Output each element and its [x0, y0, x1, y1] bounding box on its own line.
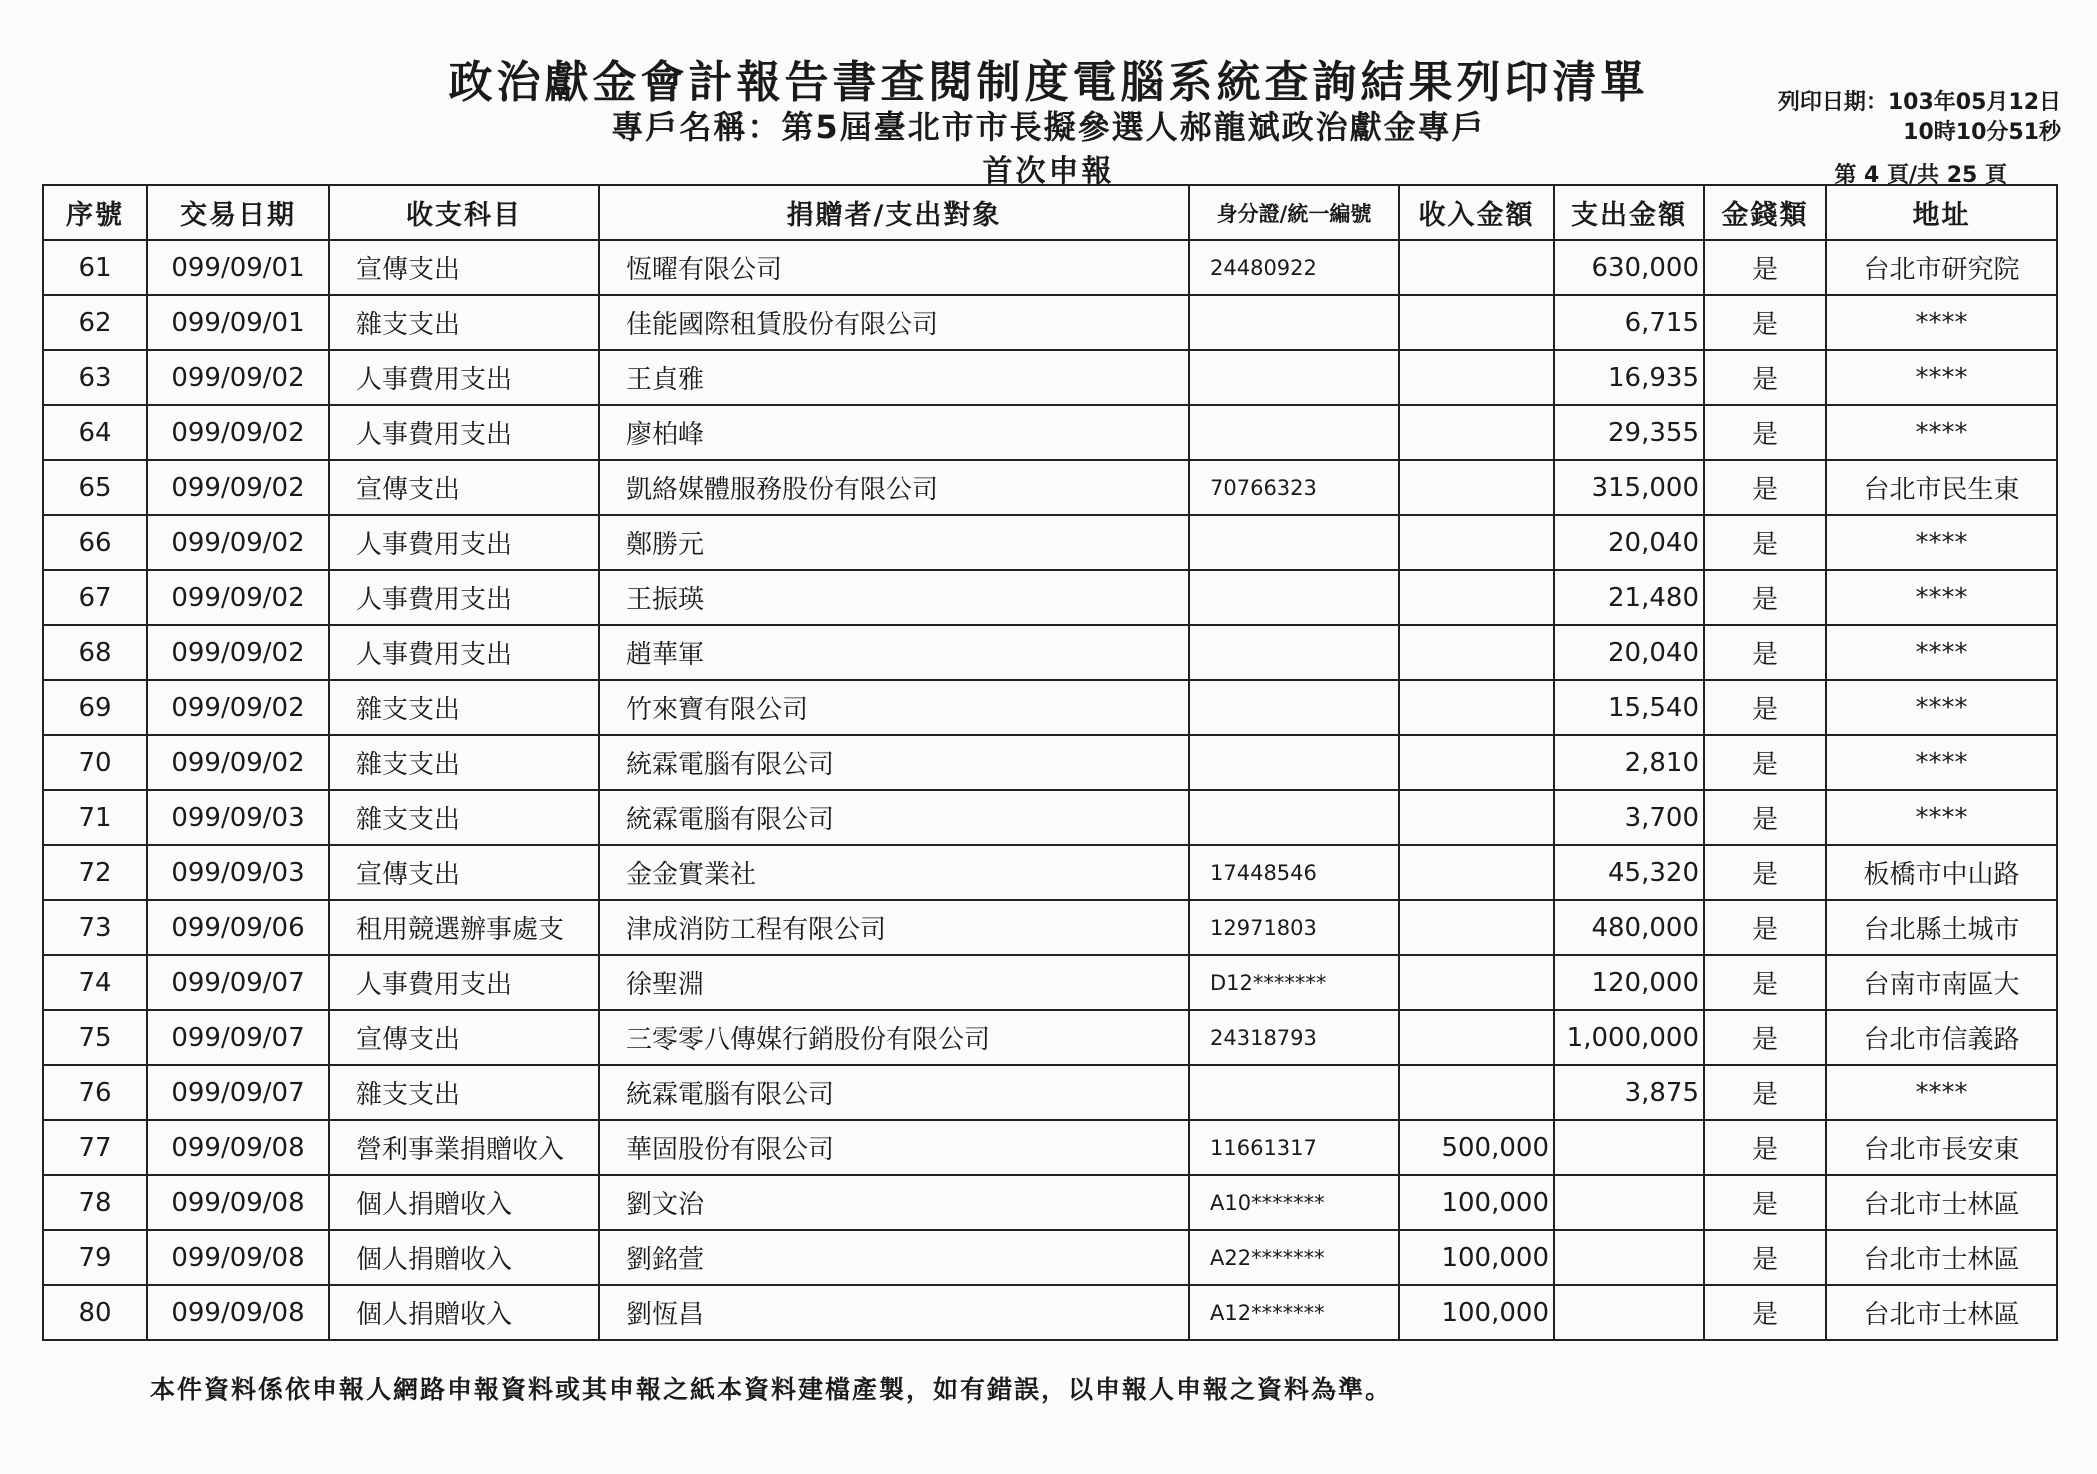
cell-expense: 45,320 — [1554, 845, 1704, 900]
cell-address: 台北市士林區 — [1826, 1285, 2057, 1340]
table-row — [43, 1285, 2057, 1340]
table-row — [43, 955, 2057, 1010]
cell-cash: 是 — [1704, 570, 1826, 625]
table-row — [43, 1065, 2057, 1120]
cell-no: 78 — [43, 1175, 147, 1230]
cell-cash: 是 — [1704, 625, 1826, 680]
cell-cash: 是 — [1704, 240, 1826, 295]
cell-address: **** — [1826, 295, 2057, 350]
cell-category: 雜支支出 — [329, 680, 599, 735]
cell-cash: 是 — [1704, 1230, 1826, 1285]
cell-income — [1399, 1010, 1554, 1065]
cell-id — [1189, 405, 1399, 460]
cell-income: 100,000 — [1399, 1285, 1554, 1340]
cell-party: 統霖電腦有限公司 — [599, 735, 1189, 790]
cell-expense — [1554, 1175, 1704, 1230]
footer-note: 本件資料係依申報人網路申報資料或其申報之紙本資料建檔產製，如有錯誤，以申報人申報之資料為準。 — [150, 1375, 1393, 1404]
col-header-id: 身分證/統一編號 — [1189, 185, 1399, 240]
cell-income — [1399, 680, 1554, 735]
cell-address: 台北縣土城市 — [1826, 900, 2057, 955]
cell-id: 17448546 — [1189, 845, 1399, 900]
account-name: 專戶名稱：第5屆臺北市市長擬參選人郝龍斌政治獻金專戶 — [611, 108, 1486, 146]
report-type: 首次申報 — [982, 154, 1115, 189]
cell-income — [1399, 625, 1554, 680]
cell-address: 台南市南區大 — [1826, 955, 2057, 1010]
cell-no: 61 — [43, 240, 147, 295]
cell-address: **** — [1826, 790, 2057, 845]
cell-expense: 3,875 — [1554, 1065, 1704, 1120]
cell-cash: 是 — [1704, 1175, 1826, 1230]
cell-address: **** — [1826, 625, 2057, 680]
cell-no: 75 — [43, 1010, 147, 1065]
table-row — [43, 1175, 2057, 1230]
cell-no: 65 — [43, 460, 147, 515]
cell-income — [1399, 515, 1554, 570]
cell-cash: 是 — [1704, 845, 1826, 900]
cell-no: 72 — [43, 845, 147, 900]
cell-cash: 是 — [1704, 350, 1826, 405]
cell-party: 統霖電腦有限公司 — [599, 1065, 1189, 1120]
cell-category: 人事費用支出 — [329, 405, 599, 460]
cell-no: 70 — [43, 735, 147, 790]
col-header-expense: 支出金額 — [1554, 185, 1704, 240]
cell-date: 099/09/02 — [147, 460, 329, 515]
cell-party: 凱絡媒體服務股份有限公司 — [599, 460, 1189, 515]
cell-id: 70766323 — [1189, 460, 1399, 515]
cell-date: 099/09/03 — [147, 845, 329, 900]
cell-expense: 20,040 — [1554, 625, 1704, 680]
cell-id — [1189, 350, 1399, 405]
cell-date: 099/09/02 — [147, 515, 329, 570]
cell-cash: 是 — [1704, 1065, 1826, 1120]
cell-expense: 6,715 — [1554, 295, 1704, 350]
cell-category: 營利事業捐贈收入 — [329, 1120, 599, 1175]
ledger-body — [43, 240, 2057, 1340]
cell-income — [1399, 955, 1554, 1010]
cell-category: 人事費用支出 — [329, 625, 599, 680]
cell-income: 500,000 — [1399, 1120, 1554, 1175]
cell-expense: 630,000 — [1554, 240, 1704, 295]
cell-category: 宣傳支出 — [329, 240, 599, 295]
cell-id: A10******* — [1189, 1175, 1399, 1230]
cell-no: 67 — [43, 570, 147, 625]
print-info — [1778, 88, 2061, 148]
cell-cash: 是 — [1704, 405, 1826, 460]
cell-cash: 是 — [1704, 735, 1826, 790]
cell-cash: 是 — [1704, 900, 1826, 955]
cell-date: 099/09/03 — [147, 790, 329, 845]
cell-id — [1189, 790, 1399, 845]
cell-address: 台北市士林區 — [1826, 1175, 2057, 1230]
cell-expense — [1554, 1285, 1704, 1340]
table-row — [43, 900, 2057, 955]
col-header-no: 序號 — [43, 185, 147, 240]
cell-id — [1189, 295, 1399, 350]
cell-id: A22******* — [1189, 1230, 1399, 1285]
col-header-category: 收支科目 — [329, 185, 599, 240]
cell-expense — [1554, 1230, 1704, 1285]
cell-cash: 是 — [1704, 515, 1826, 570]
cell-id — [1189, 735, 1399, 790]
cell-category: 租用競選辦事處支 — [329, 900, 599, 955]
cell-category: 宣傳支出 — [329, 1010, 599, 1065]
table-row — [43, 625, 2057, 680]
page-info: 第 4 頁/共 25 頁 — [1834, 163, 2007, 188]
cell-no: 66 — [43, 515, 147, 570]
ledger-table — [42, 184, 2058, 1341]
cell-cash: 是 — [1704, 460, 1826, 515]
cell-category: 雜支支出 — [329, 295, 599, 350]
cell-party: 津成消防工程有限公司 — [599, 900, 1189, 955]
cell-cash: 是 — [1704, 1010, 1826, 1065]
table-row — [43, 295, 2057, 350]
cell-date: 099/09/02 — [147, 680, 329, 735]
cell-no: 79 — [43, 1230, 147, 1285]
cell-id: 24318793 — [1189, 1010, 1399, 1065]
cell-party: 佳能國際租賃股份有限公司 — [599, 295, 1189, 350]
cell-id: 24480922 — [1189, 240, 1399, 295]
cell-id: 12971803 — [1189, 900, 1399, 955]
cell-income — [1399, 570, 1554, 625]
cell-party: 三零零八傳媒行銷股份有限公司 — [599, 1010, 1189, 1065]
cell-income — [1399, 405, 1554, 460]
cell-category: 雜支支出 — [329, 790, 599, 845]
cell-no: 64 — [43, 405, 147, 460]
cell-cash: 是 — [1704, 1120, 1826, 1175]
table-row — [43, 1010, 2057, 1065]
cell-date: 099/09/07 — [147, 1065, 329, 1120]
cell-no: 62 — [43, 295, 147, 350]
cell-address: **** — [1826, 680, 2057, 735]
cell-party: 金金實業社 — [599, 845, 1189, 900]
cell-date: 099/09/08 — [147, 1230, 329, 1285]
table-header-row — [43, 185, 2057, 240]
cell-expense: 3,700 — [1554, 790, 1704, 845]
cell-date: 099/09/02 — [147, 570, 329, 625]
cell-no: 73 — [43, 900, 147, 955]
cell-cash: 是 — [1704, 295, 1826, 350]
table-row — [43, 845, 2057, 900]
col-header-address: 地址 — [1826, 185, 2057, 240]
cell-category: 宣傳支出 — [329, 845, 599, 900]
cell-date: 099/09/02 — [147, 625, 329, 680]
print-time: 10時10分51秒 — [1903, 120, 2061, 145]
cell-category: 人事費用支出 — [329, 350, 599, 405]
cell-expense: 315,000 — [1554, 460, 1704, 515]
cell-party: 劉文治 — [599, 1175, 1189, 1230]
cell-income — [1399, 350, 1554, 405]
cell-date: 099/09/02 — [147, 350, 329, 405]
cell-category: 個人捐贈收入 — [329, 1285, 599, 1340]
cell-expense: 20,040 — [1554, 515, 1704, 570]
cell-id — [1189, 1065, 1399, 1120]
cell-address: **** — [1826, 350, 2057, 405]
document-title: 政治獻金會計報告書查閱制度電腦系統查詢結果列印清單 — [448, 57, 1649, 108]
table-row — [43, 570, 2057, 625]
cell-party: 恆曜有限公司 — [599, 240, 1189, 295]
cell-expense: 16,935 — [1554, 350, 1704, 405]
cell-date: 099/09/06 — [147, 900, 329, 955]
cell-cash: 是 — [1704, 790, 1826, 845]
cell-income — [1399, 240, 1554, 295]
cell-no: 69 — [43, 680, 147, 735]
table-row — [43, 460, 2057, 515]
cell-expense: 21,480 — [1554, 570, 1704, 625]
cell-date: 099/09/01 — [147, 295, 329, 350]
cell-address: **** — [1826, 1065, 2057, 1120]
cell-no: 76 — [43, 1065, 147, 1120]
cell-expense: 120,000 — [1554, 955, 1704, 1010]
col-header-cash: 金錢類 — [1704, 185, 1826, 240]
cell-address: **** — [1826, 570, 2057, 625]
cell-party: 竹來寶有限公司 — [599, 680, 1189, 735]
table-row — [43, 1120, 2057, 1175]
cell-party: 徐聖淵 — [599, 955, 1189, 1010]
cell-address: **** — [1826, 515, 2057, 570]
col-header-party: 捐贈者/支出對象 — [599, 185, 1189, 240]
cell-expense: 29,355 — [1554, 405, 1704, 460]
cell-expense — [1554, 1120, 1704, 1175]
cell-date: 099/09/07 — [147, 1010, 329, 1065]
cell-income — [1399, 295, 1554, 350]
cell-expense: 2,810 — [1554, 735, 1704, 790]
cell-address: **** — [1826, 735, 2057, 790]
col-header-date: 交易日期 — [147, 185, 329, 240]
cell-income — [1399, 460, 1554, 515]
cell-date: 099/09/02 — [147, 405, 329, 460]
cell-no: 74 — [43, 955, 147, 1010]
cell-date: 099/09/01 — [147, 240, 329, 295]
cell-address: 台北市長安東 — [1826, 1120, 2057, 1175]
col-header-income: 收入金額 — [1399, 185, 1554, 240]
cell-no: 63 — [43, 350, 147, 405]
cell-address: 台北市信義路 — [1826, 1010, 2057, 1065]
cell-party: 王貞雅 — [599, 350, 1189, 405]
cell-category: 雜支支出 — [329, 1065, 599, 1120]
cell-category: 個人捐贈收入 — [329, 1175, 599, 1230]
cell-id — [1189, 625, 1399, 680]
cell-party: 鄭勝元 — [599, 515, 1189, 570]
cell-date: 099/09/08 — [147, 1285, 329, 1340]
table-row — [43, 680, 2057, 735]
cell-category: 人事費用支出 — [329, 570, 599, 625]
cell-no: 80 — [43, 1285, 147, 1340]
cell-expense: 480,000 — [1554, 900, 1704, 955]
cell-id: 11661317 — [1189, 1120, 1399, 1175]
cell-income — [1399, 845, 1554, 900]
cell-category: 雜支支出 — [329, 735, 599, 790]
cell-id — [1189, 570, 1399, 625]
cell-income: 100,000 — [1399, 1175, 1554, 1230]
table-row — [43, 405, 2057, 460]
cell-expense: 1,000,000 — [1554, 1010, 1704, 1065]
cell-cash: 是 — [1704, 1285, 1826, 1340]
cell-date: 099/09/07 — [147, 955, 329, 1010]
cell-category: 人事費用支出 — [329, 515, 599, 570]
table-row — [43, 350, 2057, 405]
cell-income — [1399, 735, 1554, 790]
cell-income — [1399, 900, 1554, 955]
cell-date: 099/09/08 — [147, 1120, 329, 1175]
cell-category: 個人捐贈收入 — [329, 1230, 599, 1285]
cell-cash: 是 — [1704, 680, 1826, 735]
cell-party: 華固股份有限公司 — [599, 1120, 1189, 1175]
cell-expense: 15,540 — [1554, 680, 1704, 735]
cell-party: 王振瑛 — [599, 570, 1189, 625]
table-row — [43, 790, 2057, 845]
cell-cash: 是 — [1704, 955, 1826, 1010]
cell-id — [1189, 680, 1399, 735]
cell-category: 人事費用支出 — [329, 955, 599, 1010]
cell-no: 68 — [43, 625, 147, 680]
cell-party: 趙華軍 — [599, 625, 1189, 680]
print-date: 列印日期：103年05月12日 — [1777, 90, 2061, 115]
cell-address: 台北市研究院 — [1826, 240, 2057, 295]
cell-income — [1399, 790, 1554, 845]
cell-party: 劉銘萱 — [599, 1230, 1189, 1285]
table-row — [43, 240, 2057, 295]
table-row — [43, 1230, 2057, 1285]
cell-category: 宣傳支出 — [329, 460, 599, 515]
cell-id: D12******* — [1189, 955, 1399, 1010]
cell-address: 板橋市中山路 — [1826, 845, 2057, 900]
cell-no: 71 — [43, 790, 147, 845]
cell-income — [1399, 1065, 1554, 1120]
cell-id: A12******* — [1189, 1285, 1399, 1340]
cell-date: 099/09/08 — [147, 1175, 329, 1230]
cell-party: 劉恆昌 — [599, 1285, 1189, 1340]
cell-party: 廖柏峰 — [599, 405, 1189, 460]
table-row — [43, 515, 2057, 570]
cell-date: 099/09/02 — [147, 735, 329, 790]
cell-address: 台北市民生東 — [1826, 460, 2057, 515]
cell-party: 統霖電腦有限公司 — [599, 790, 1189, 845]
cell-income: 100,000 — [1399, 1230, 1554, 1285]
table-row — [43, 735, 2057, 790]
cell-id — [1189, 515, 1399, 570]
cell-address: 台北市士林區 — [1826, 1230, 2057, 1285]
cell-address: **** — [1826, 405, 2057, 460]
cell-no: 77 — [43, 1120, 147, 1175]
